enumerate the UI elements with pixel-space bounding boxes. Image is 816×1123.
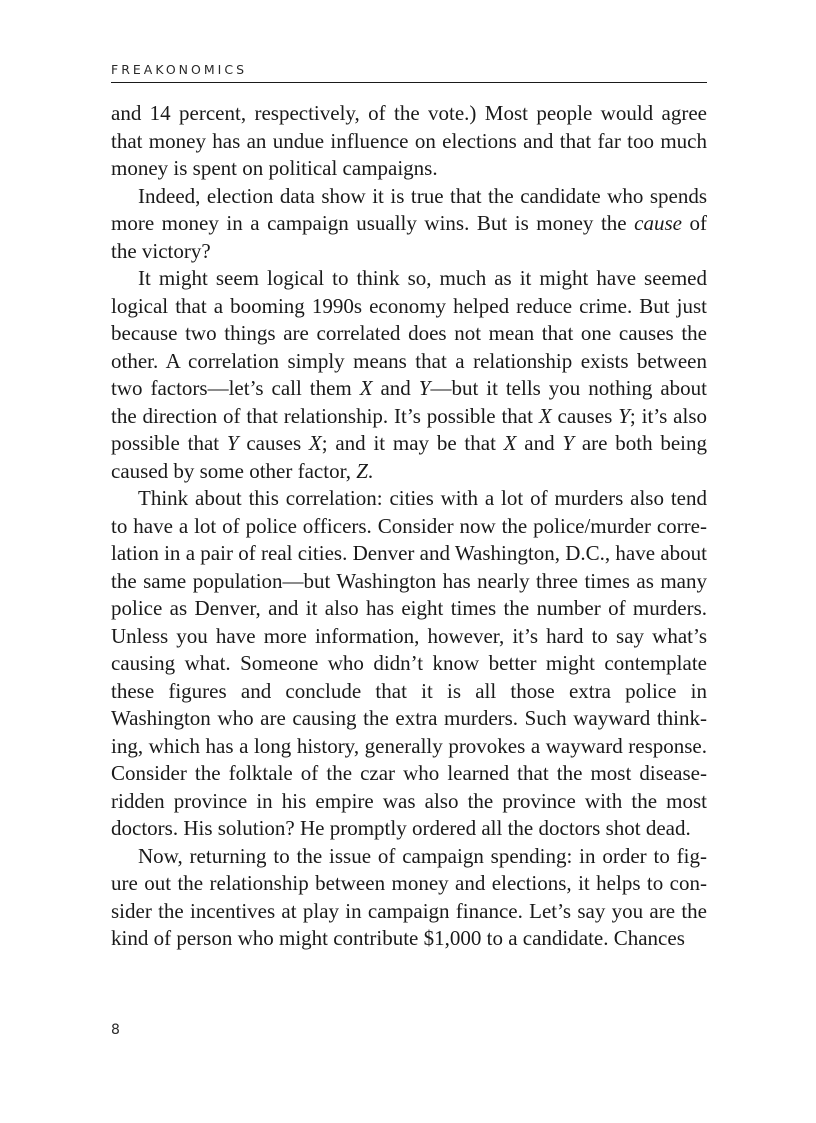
page-number: 8 [111, 1022, 120, 1038]
text-run: are both being caused by some other factor, [111, 431, 708, 483]
running-head: FREAKONOMICS [111, 62, 247, 77]
text-run: causes [551, 403, 619, 428]
text-run: and 14 percent, respectively, of the vote.) Most people would agree that money has an undue influence on elections and that far too much money is spent on political campaigns. [111, 101, 707, 180]
text-run: ; it’s also possible that [111, 403, 707, 455]
paragraph [111, 843, 707, 953]
text-run: Now, returning to the issue of campaign spending: in order to figure out the relationship between money and elections, it helps to consider the incentives at play in campaign finance. Let’s say you are the kind of person who might contribute $1,000 to a candidate. Chances [111, 843, 707, 950]
italic-text: X [503, 431, 517, 455]
italic-text: X [359, 376, 373, 400]
text-run: and [516, 431, 563, 455]
paragraph [111, 100, 707, 183]
paragraph [111, 485, 707, 843]
body-text [111, 100, 707, 953]
text-run: Indeed, election data show it is true that the candidate who spends more money in a campaign usually wins. But is money the [111, 183, 707, 235]
italic-text: X [308, 431, 322, 455]
text-run: of the victory? [111, 211, 707, 263]
text-run: ; and it may be that [321, 431, 504, 455]
italic-text: Y [562, 431, 575, 455]
italic-text: Y [226, 431, 239, 455]
text-run: . [367, 458, 374, 483]
paragraph [111, 183, 707, 266]
header-rule [111, 82, 707, 83]
paragraph [111, 265, 707, 485]
italic-text: Y [618, 403, 630, 428]
italic-text: cause [634, 211, 682, 235]
italic-text: Y [418, 376, 431, 400]
text-run: and [372, 376, 419, 400]
italic-text: X [538, 403, 552, 428]
italic-text: Z [356, 458, 368, 483]
text-run: —but it tells you nothing about the direction of that relationship. It’s possible that [111, 376, 708, 428]
text-run: It might seem logical to think so, much as it might have seemed logical that a booming 1990s economy helped reduce crime. But just because two things are correlated does not mean that one causes the other. A correlation simply means that a relationship exists between two factors—let’s call them [111, 266, 707, 400]
text-run: causes [238, 431, 309, 455]
text-run: Think about this correlation: cities with a lot of murders also tend to have a lot of police officers. Consider now the police/murder correlation in a pair of real cities. Denver and Washington, D.C., have about the same population—but Washington has nearly three times as many police as Denver, and it also has eight times the number of murders. Unless you have more information, however, it’s hard to say what’s causing what. Someone who didn’t know better might contemplate these figures and conclude that it is all those extra police in Washington who are causing the extra murders. Such wayward thinking, which has a long history, generally provokes a wayward response. Consider the folktale of the czar who learned that the most disease-ridden province in his empire was also the province with the most doctors. His solution? He promptly ordered all the doctors shot dead. [111, 486, 707, 840]
